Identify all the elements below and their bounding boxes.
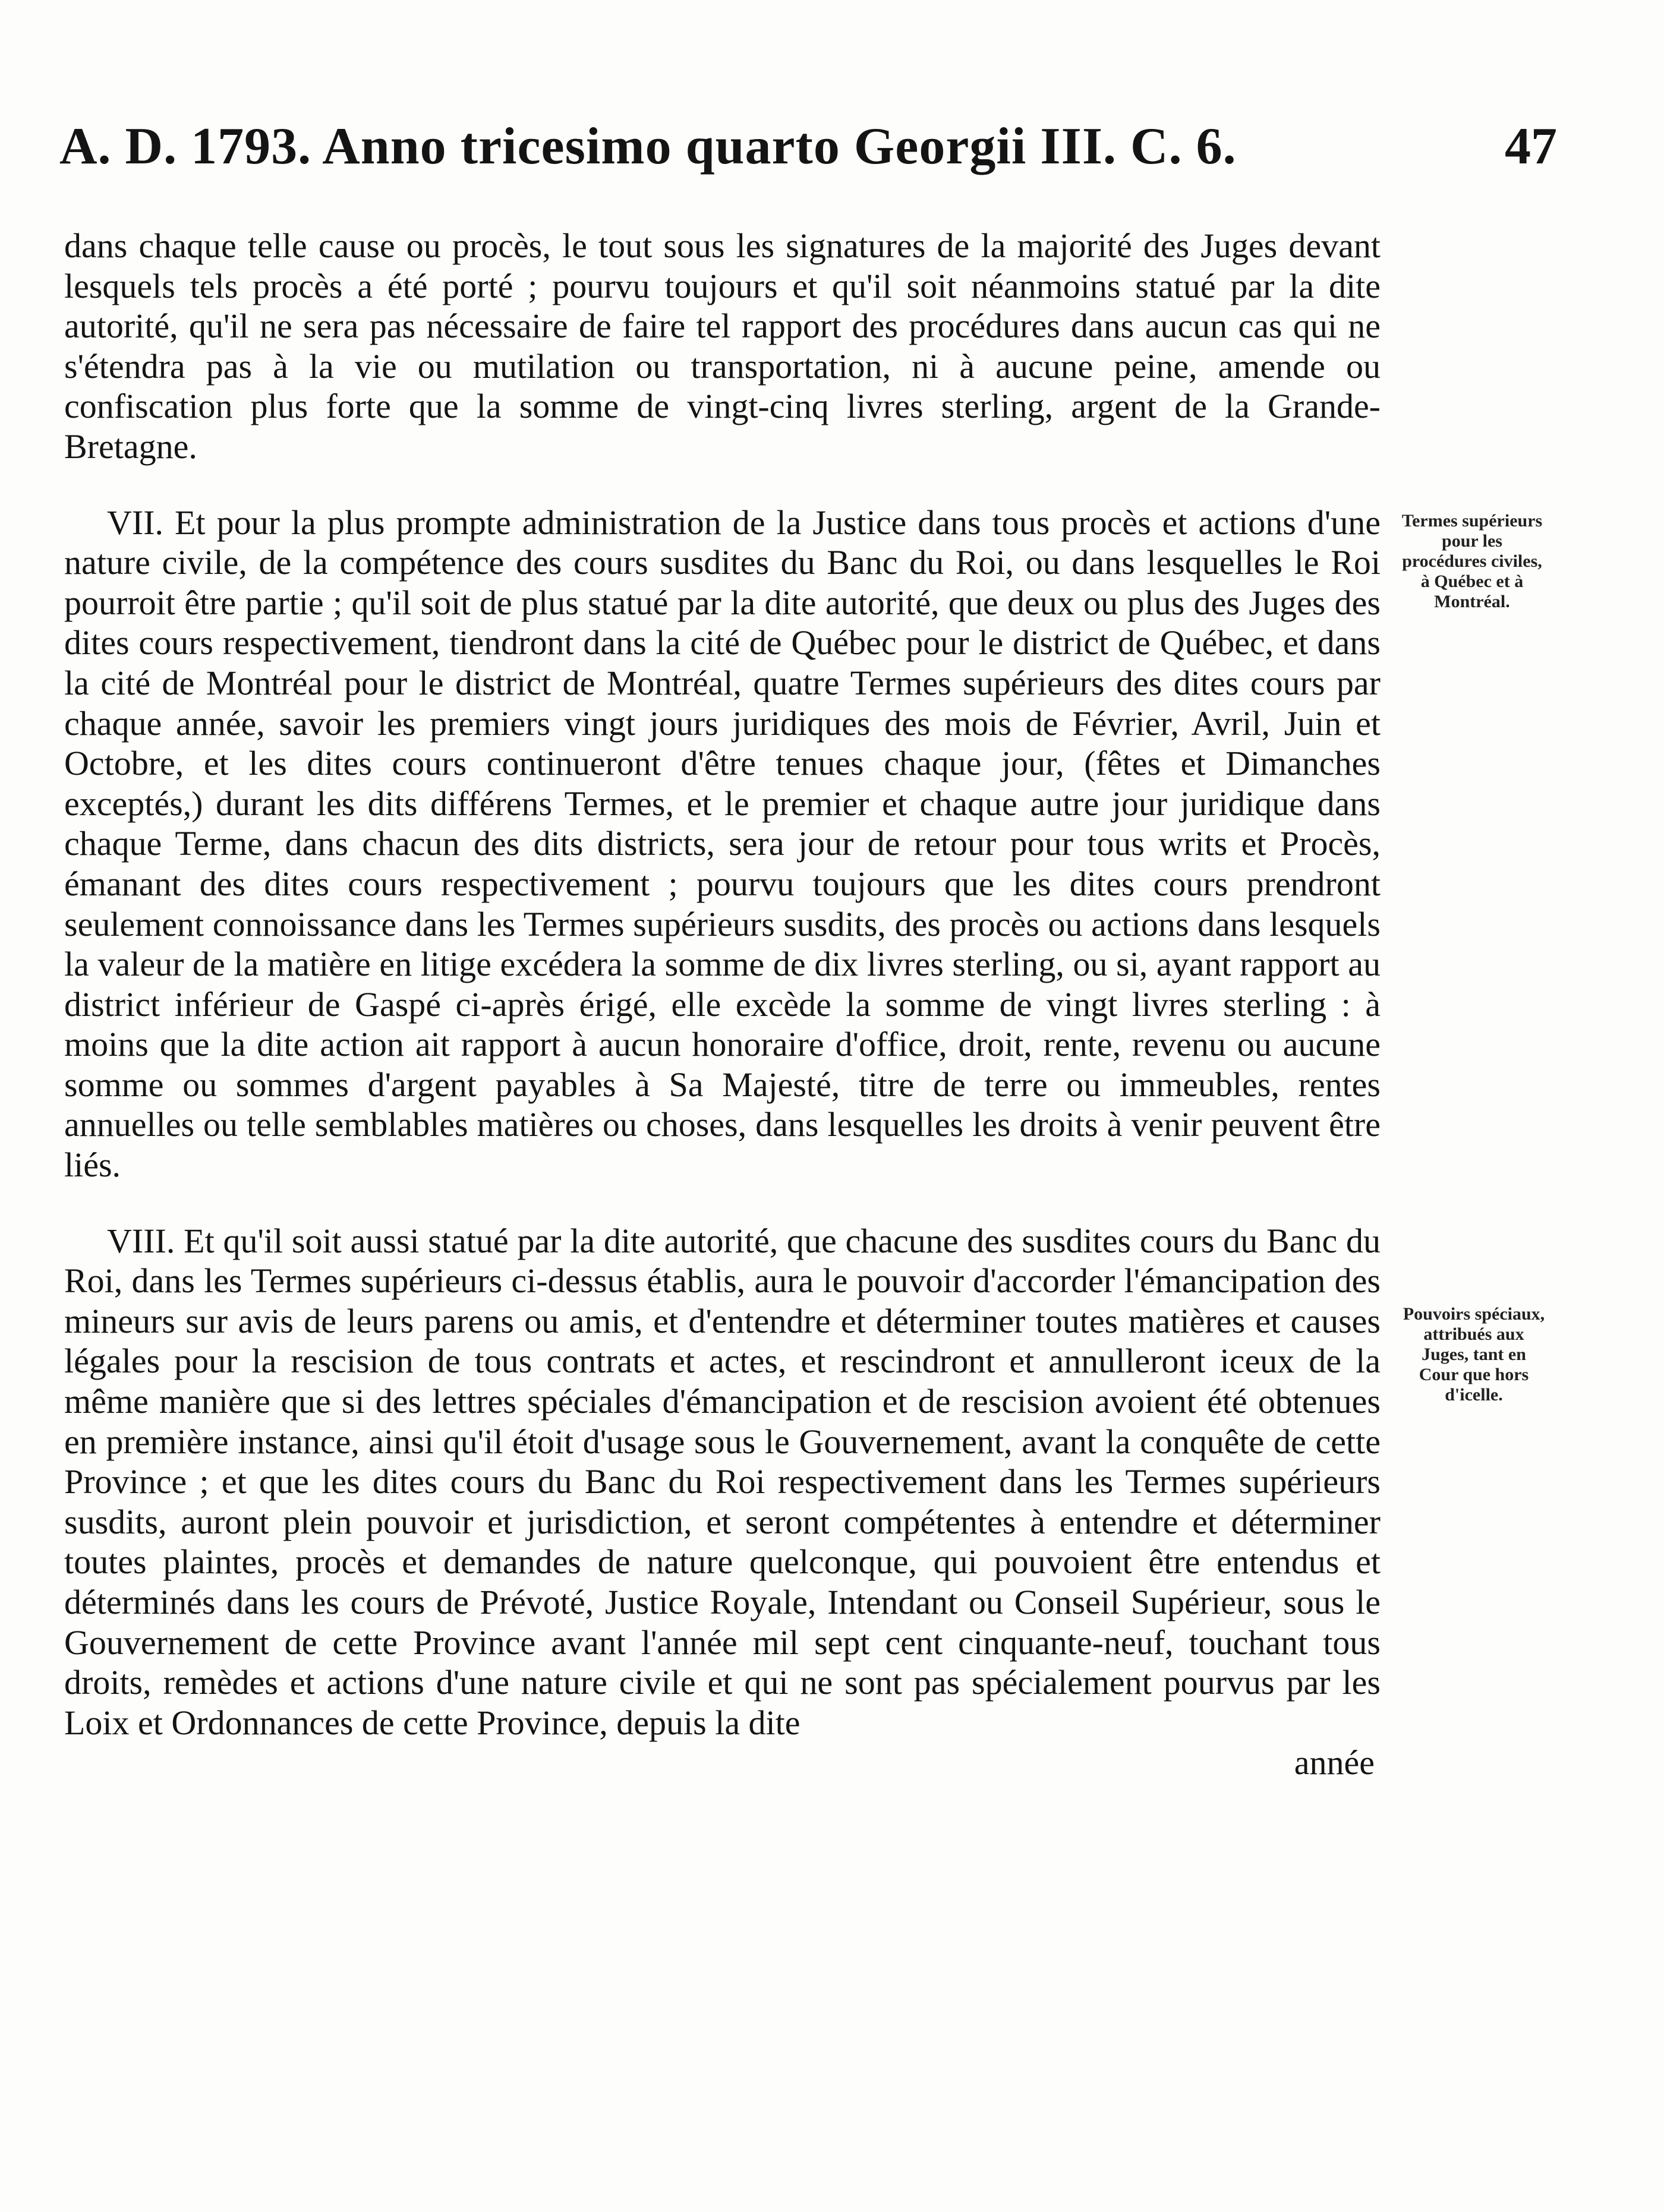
section-number: VIII.: [107, 1221, 175, 1260]
page-number: 47: [1505, 118, 1557, 175]
section-number: VII.: [107, 503, 164, 542]
running-title: A. D. 1793. Anno tricesimo quarto Georgii III. C. 6.: [59, 118, 1237, 175]
marginal-note: Termes supérieurs pour les procédures civiles, à Québec et à Montréal.: [1401, 511, 1543, 611]
section-vii: [64, 503, 1381, 1185]
marginal-note: Pouvoirs spéciaux, attribués aux Juges, tant en Cour que hors d'icelle.: [1403, 1304, 1545, 1405]
section-viii: [64, 1221, 1381, 1743]
paragraph-text: Et pour la plus prompte administration de la Justice dans tous procès et actions d'une nature civile, de la compétence des cours susdites du Banc du Roi, ou dans lesquelles le Roi pourroit être partie ; qu'il soit de plus statué par la dite autorité, que deux ou plus des Juges des dites cours respectivement, tiendront dans la cité de Québec pour le district de Québec, et dans la cité de Montréal pour le district de Montréal, quatre Termes supérieurs des dites cours par chaque année, savoir les premiers vingt jours juridiques des mois de Février, Avril, Juin et Octobre, et les dites cours continueront d'être tenues chaque jour, (fêtes et Dimanches exceptés,) durant les dits différens Termes, et le premier et chaque autre jour juridique dans chaque Terme, dans chacun des dits districts, sera jour de retour pour tous writs et Procès, émanant des dites cours respectivement ; pourvu toujours que les dites cours prendront seulement connoissance dans les Termes supérieurs susdits, des procès ou actions dans lesquels la valeur de la matière en litige excédera la somme de dix livres sterling, ou si, ayant rapport au district inférieur de Gaspé ci-après érigé, elle excède la somme de vingt livres sterling : à moins que la dite action ait rapport à aucun honoraire d'office, droit, rente, revenu ou aucune somme ou sommes d'argent payables à Sa Majesté, titre de terre ou immeubles, rentes annuelles ou telle semblables matières ou choses, dans lesquelles les droits à venir peuvent être liés.: [64, 503, 1381, 1185]
catchword: année: [1294, 1743, 1375, 1782]
body-text: [64, 226, 1381, 1783]
running-head: [59, 116, 1557, 182]
paragraph-continuation: [64, 226, 1381, 467]
paragraph-text: dans chaque telle cause ou procès, le tout sous les signatures de la majorité des Juges devant lesquels tels procès a été porté ; pourvu toujours et qu'il soit néanmoins statué par la dite autorité, qu'il ne sera pas nécessaire de faire tel rapport des procédures dans aucun cas qui ne s'étendra pas à la vie ou mutilation ou transportation, ni à aucune peine, amende ou confiscation plus forte que la somme de vingt-cinq livres sterling, argent de la Grande-Bretagne.: [64, 226, 1381, 466]
paragraph-text: Et qu'il soit aussi statué par la dite autorité, que chacune des susdites cours du Banc du Roi, dans les Termes supérieurs ci-dessus établis, aura le pouvoir d'accorder l'émancipation des mineurs sur avis de leurs parens ou amis, et d'entendre et déterminer toutes matières et causes légales pour la rescision de tous contrats et actes, et rescindront et annulleront iceux de la même manière que si des lettres spéciales d'émancipation et de rescision avoient été obtenues en première instance, ainsi qu'il étoit d'usage sous le Gouvernement, avant la conquête de cette Province ; et que les dites cours du Banc du Roi respectivement dans les Termes supérieurs susdits, auront plein pouvoir et jurisdiction, et seront compétentes à entendre et déterminer toutes plaintes, procès et demandes de nature quelconque, qui pouvoient être entendus et déterminés dans les cours de Prévoté, Justice Royale, Intendant ou Conseil Supérieur, sous le Gouvernement de cette Province avant l'année mil sept cent cinquante-neuf, touchant tous droits, remèdes et actions d'une nature civile et qui ne sont pas spécialement pourvus par les Loix et Ordonnances de cette Province, depuis la dite: [64, 1221, 1381, 1742]
